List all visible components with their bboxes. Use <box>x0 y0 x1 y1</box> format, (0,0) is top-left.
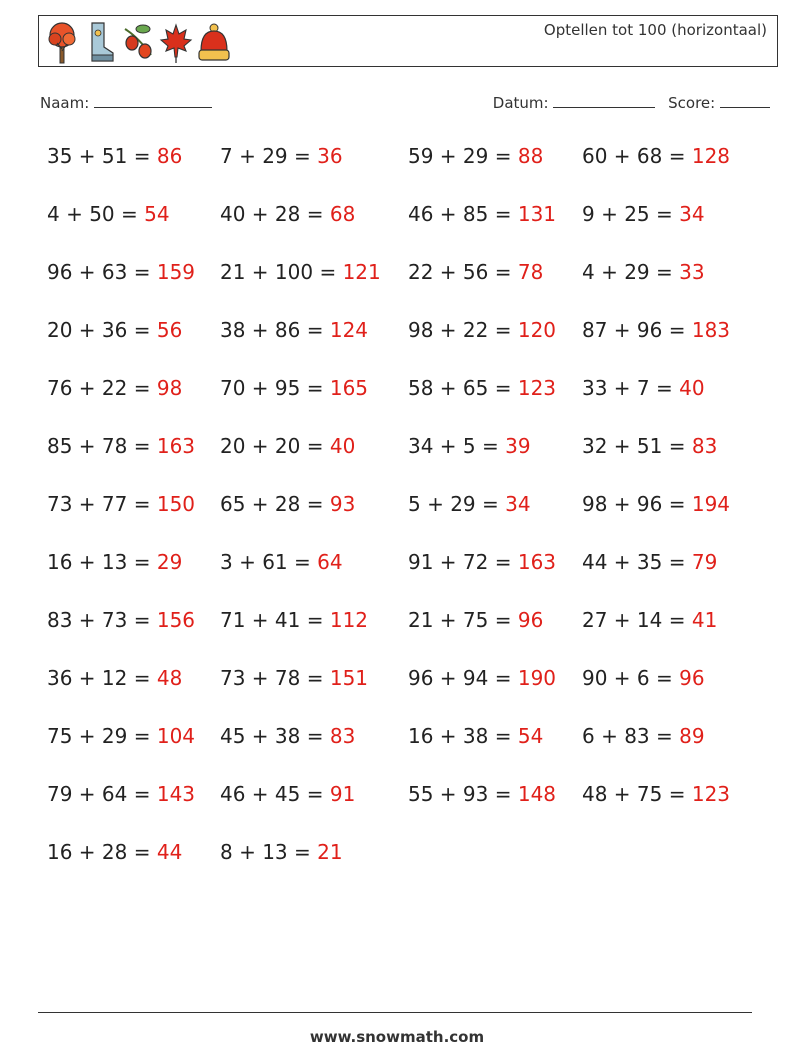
name-field <box>40 93 212 112</box>
problem-answer: 148 <box>517 782 557 806</box>
problem-answer: 88 <box>517 144 544 168</box>
problem-item <box>47 434 195 458</box>
problem-answer: 83 <box>329 724 356 748</box>
problem-grid <box>47 144 767 898</box>
problem-answer: 131 <box>517 202 557 226</box>
problem-item <box>408 260 543 284</box>
problem-question: 35 + 51 = <box>47 144 157 168</box>
problem-answer: 41 <box>691 608 718 632</box>
problem-question: 55 + 93 = <box>408 782 518 806</box>
problem-item <box>408 376 556 400</box>
date-score-fields <box>493 93 770 112</box>
problem-question: 7 + 29 = <box>220 144 318 168</box>
problem-question: 91 + 72 = <box>408 550 518 574</box>
problem-item <box>220 492 355 516</box>
problem-question: 4 + 50 = <box>47 202 145 226</box>
problem-item <box>582 260 705 284</box>
name-label: Naam: <box>40 94 90 112</box>
problem-row <box>47 202 767 260</box>
problem-answer: 104 <box>156 724 196 748</box>
problem-question: 79 + 64 = <box>47 782 157 806</box>
problem-question: 21 + 100 = <box>220 260 343 284</box>
problem-answer: 123 <box>691 782 731 806</box>
problem-question: 65 + 28 = <box>220 492 330 516</box>
problem-answer: 36 <box>317 144 343 168</box>
problem-item <box>408 144 543 168</box>
problem-answer: 165 <box>329 376 369 400</box>
problem-answer: 156 <box>156 608 196 632</box>
header-icons <box>45 19 231 65</box>
problem-answer: 143 <box>156 782 196 806</box>
problem-answer: 163 <box>517 550 557 574</box>
problem-question: 22 + 56 = <box>408 260 518 284</box>
problem-item <box>220 666 368 690</box>
problem-item <box>220 376 368 400</box>
boot-icon <box>83 19 117 65</box>
problem-item <box>582 550 717 574</box>
problem-answer: 79 <box>691 550 718 574</box>
problem-item <box>408 550 556 574</box>
problem-question: 96 + 94 = <box>408 666 518 690</box>
problem-row <box>47 318 767 376</box>
problem-answer: 33 <box>679 260 705 284</box>
problem-item <box>408 434 531 458</box>
problem-question: 27 + 14 = <box>582 608 692 632</box>
name-blank <box>94 93 212 108</box>
problem-item <box>582 434 717 458</box>
rosehip-icon <box>121 19 155 65</box>
problem-answer: 34 <box>505 492 531 516</box>
problem-question: 90 + 6 = <box>582 666 680 690</box>
problem-question: 34 + 5 = <box>408 434 506 458</box>
problem-item <box>47 608 195 632</box>
problem-item <box>408 608 543 632</box>
problem-answer: 83 <box>691 434 718 458</box>
hat-icon <box>197 19 231 65</box>
footer-divider <box>38 1012 752 1013</box>
problem-item <box>408 666 556 690</box>
problem-question: 33 + 7 = <box>582 376 680 400</box>
problem-answer: 40 <box>679 376 705 400</box>
problem-item <box>582 144 730 168</box>
score-blank <box>720 93 770 108</box>
problem-answer: 56 <box>156 318 183 342</box>
tree-icon <box>45 19 79 65</box>
problem-answer: 89 <box>679 724 705 748</box>
problem-question: 40 + 28 = <box>220 202 330 226</box>
problem-row <box>47 434 767 492</box>
problem-answer: 44 <box>156 840 183 864</box>
problem-item <box>220 608 368 632</box>
problem-item <box>47 202 170 226</box>
problem-item <box>582 782 730 806</box>
problem-row <box>47 376 767 434</box>
problem-answer: 68 <box>329 202 356 226</box>
problem-item <box>582 202 705 226</box>
problem-row <box>47 724 767 782</box>
problem-item <box>582 492 730 516</box>
problem-question: 87 + 96 = <box>582 318 692 342</box>
problem-item <box>408 782 556 806</box>
problem-question: 96 + 63 = <box>47 260 157 284</box>
problem-item <box>408 202 556 226</box>
problem-item <box>47 318 182 342</box>
problem-item <box>220 724 355 748</box>
problem-answer: 34 <box>679 202 705 226</box>
problem-question: 46 + 85 = <box>408 202 518 226</box>
problem-answer: 64 <box>317 550 343 574</box>
problem-question: 20 + 20 = <box>220 434 330 458</box>
problem-item <box>582 724 705 748</box>
problem-question: 73 + 77 = <box>47 492 157 516</box>
problem-question: 73 + 78 = <box>220 666 330 690</box>
problem-answer: 163 <box>156 434 196 458</box>
problem-row <box>47 782 767 840</box>
problem-item <box>220 840 343 864</box>
problem-answer: 86 <box>156 144 183 168</box>
problem-question: 16 + 38 = <box>408 724 518 748</box>
problem-row <box>47 550 767 608</box>
problem-question: 98 + 22 = <box>408 318 518 342</box>
problem-question: 36 + 12 = <box>47 666 157 690</box>
problem-answer: 29 <box>156 550 183 574</box>
problem-answer: 124 <box>329 318 369 342</box>
problem-row <box>47 840 767 898</box>
problem-item <box>47 666 182 690</box>
problem-question: 44 + 35 = <box>582 550 692 574</box>
problem-item <box>47 782 195 806</box>
problem-item <box>408 724 543 748</box>
problem-question: 48 + 75 = <box>582 782 692 806</box>
problem-answer: 159 <box>156 260 196 284</box>
problem-answer: 78 <box>517 260 544 284</box>
worksheet-title: Optellen tot 100 (horizontaal) <box>543 21 767 39</box>
problem-answer: 121 <box>342 260 381 284</box>
problem-answer: 96 <box>679 666 705 690</box>
problem-answer: 98 <box>156 376 183 400</box>
problem-question: 59 + 29 = <box>408 144 518 168</box>
problem-row <box>47 608 767 666</box>
problem-question: 20 + 36 = <box>47 318 157 342</box>
problem-row <box>47 666 767 724</box>
problem-item <box>47 144 182 168</box>
problem-item <box>582 666 705 690</box>
problem-question: 60 + 68 = <box>582 144 692 168</box>
problem-answer: 96 <box>517 608 544 632</box>
problem-question: 32 + 51 = <box>582 434 692 458</box>
problem-question: 16 + 28 = <box>47 840 157 864</box>
problem-question: 3 + 61 = <box>220 550 318 574</box>
problem-answer: 190 <box>517 666 557 690</box>
problem-question: 46 + 45 = <box>220 782 330 806</box>
problem-item <box>47 724 195 748</box>
problem-question: 45 + 38 = <box>220 724 330 748</box>
problem-item <box>220 202 355 226</box>
problem-answer: 112 <box>329 608 369 632</box>
problem-answer: 128 <box>691 144 731 168</box>
problem-answer: 40 <box>329 434 356 458</box>
problem-item <box>220 318 368 342</box>
problem-item <box>582 318 730 342</box>
problem-item <box>220 144 343 168</box>
problem-item <box>408 318 556 342</box>
problem-item <box>47 376 182 400</box>
problem-row <box>47 144 767 202</box>
date-blank <box>553 93 655 108</box>
problem-item <box>408 492 531 516</box>
problem-item <box>47 492 195 516</box>
problem-question: 9 + 25 = <box>582 202 680 226</box>
problem-row <box>47 492 767 550</box>
problem-question: 70 + 95 = <box>220 376 330 400</box>
problem-item <box>220 260 381 284</box>
problem-answer: 123 <box>517 376 557 400</box>
problem-item <box>582 608 717 632</box>
problem-answer: 91 <box>329 782 356 806</box>
footer-site: www.snowmath.com <box>309 1028 485 1046</box>
problem-answer: 54 <box>144 202 170 226</box>
problem-question: 71 + 41 = <box>220 608 330 632</box>
maple-leaf-icon <box>159 19 193 65</box>
problem-answer: 39 <box>505 434 531 458</box>
problem-item <box>220 782 355 806</box>
problem-item <box>220 434 355 458</box>
problem-question: 16 + 13 = <box>47 550 157 574</box>
problem-question: 4 + 29 = <box>582 260 680 284</box>
problem-question: 21 + 75 = <box>408 608 518 632</box>
problem-item <box>47 550 182 574</box>
problem-question: 8 + 13 = <box>220 840 318 864</box>
problem-item <box>47 260 195 284</box>
problem-answer: 93 <box>329 492 356 516</box>
problem-question: 83 + 73 = <box>47 608 157 632</box>
problem-item <box>220 550 343 574</box>
problem-question: 85 + 78 = <box>47 434 157 458</box>
problem-question: 58 + 65 = <box>408 376 518 400</box>
problem-answer: 48 <box>156 666 183 690</box>
date-label: Datum: <box>492 94 549 112</box>
score-label: Score: <box>668 94 716 112</box>
problem-answer: 183 <box>691 318 731 342</box>
problem-answer: 151 <box>329 666 369 690</box>
problem-question: 98 + 96 = <box>582 492 692 516</box>
problem-question: 38 + 86 = <box>220 318 330 342</box>
problem-question: 5 + 29 = <box>408 492 506 516</box>
problem-answer: 21 <box>317 840 343 864</box>
problem-question: 6 + 83 = <box>582 724 680 748</box>
problem-answer: 150 <box>156 492 196 516</box>
problem-row <box>47 260 767 318</box>
problem-answer: 194 <box>691 492 731 516</box>
problem-answer: 120 <box>517 318 557 342</box>
problem-item <box>582 376 705 400</box>
problem-question: 75 + 29 = <box>47 724 157 748</box>
worksheet-header <box>38 15 778 67</box>
problem-item <box>47 840 182 864</box>
problem-answer: 54 <box>517 724 544 748</box>
problem-question: 76 + 22 = <box>47 376 157 400</box>
